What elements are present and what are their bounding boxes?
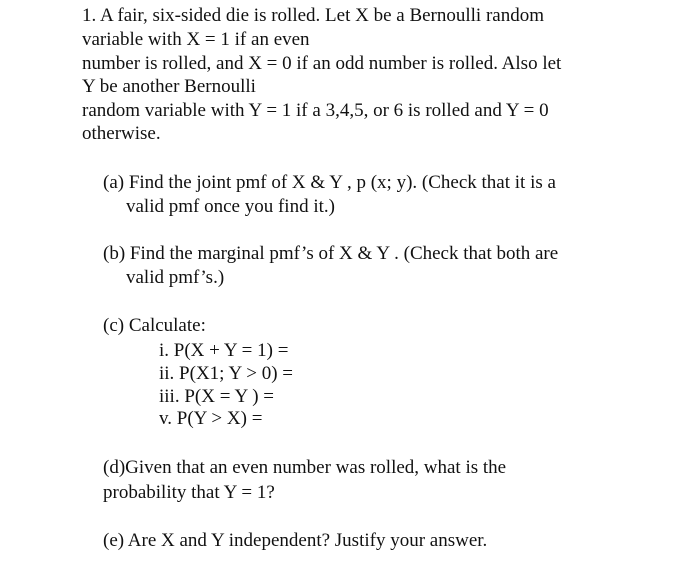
intro-line-2: variable with X = 1 if an even bbox=[82, 29, 310, 50]
part-c-item-2: ii. P(X1; Y > 0) = bbox=[159, 363, 294, 384]
part-e-line-1: (e) Are X and Y independent? Justify your answer. bbox=[103, 530, 488, 551]
intro-line-5: random variable with Y = 1 if a 3,4,5, or 6 is rolled and Y = 0 bbox=[82, 100, 549, 121]
part-a-line-1: (a) Find the joint pmf of X & Y , p (x; y). (Check that it is a bbox=[103, 172, 556, 193]
part-c-item-4: v. P(Y > X) = bbox=[159, 408, 263, 429]
part-d-line-1: (d)Given that an even number was rolled, what is the bbox=[103, 457, 507, 478]
part-d-line-2: probability that Y = 1? bbox=[103, 482, 275, 503]
part-a-line-2: valid pmf once you find it.) bbox=[126, 196, 335, 217]
part-c-item-1: i. P(X + Y = 1) = bbox=[159, 340, 289, 361]
part-b-line-2: valid pmf’s.) bbox=[126, 267, 225, 288]
intro-line-6: otherwise. bbox=[82, 123, 161, 144]
intro-line-3: number is rolled, and X = 0 if an odd number is rolled. Also let bbox=[82, 53, 562, 74]
intro-line-4: Y be another Bernoulli bbox=[82, 76, 256, 97]
part-c-item-3: iii. P(X = Y ) = bbox=[159, 386, 275, 407]
part-b-line-1: (b) Find the marginal pmf’s of X & Y . (Check that both are bbox=[103, 243, 559, 264]
intro-line-1: 1. A fair, six-sided die is rolled. Let X be a Bernoulli random bbox=[82, 5, 545, 26]
part-c-heading: (c) Calculate: bbox=[103, 315, 206, 336]
